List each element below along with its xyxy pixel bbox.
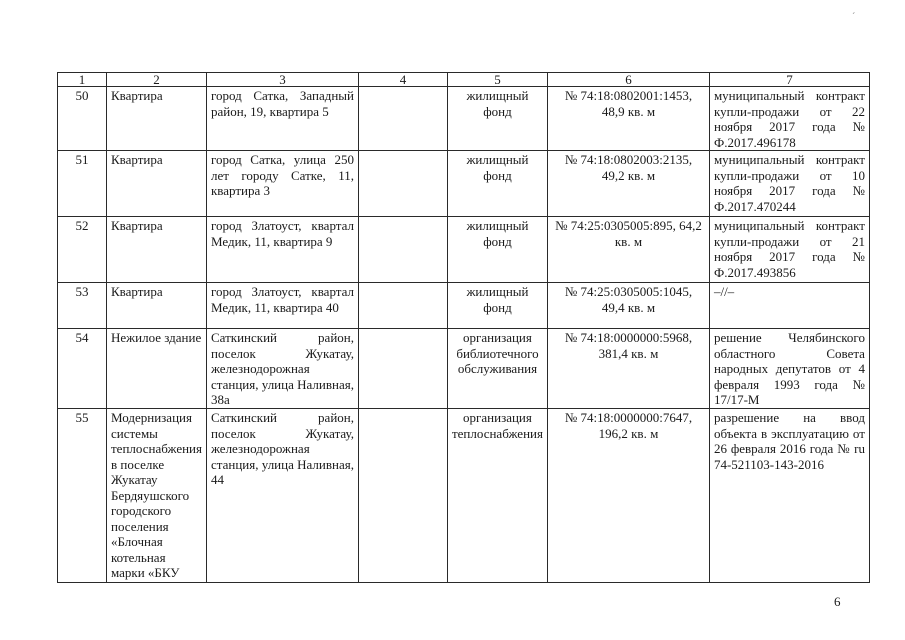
cadastral-number: № 74:18:0000000:7647, 196,2 кв. м (547, 409, 709, 583)
object-purpose: жилищный фонд (447, 87, 547, 151)
table-row (58, 283, 870, 329)
object-address: Саткинский район, поселок Жукатау, железнодорожная станция, улица Наливная, 44 (206, 409, 358, 583)
object-purpose: организация библиотечного обслуживания (447, 329, 547, 409)
property-register-table (57, 72, 870, 583)
column-4-cell (358, 217, 447, 283)
object-name: Квартира (107, 151, 207, 217)
column-number-2: 2 (107, 73, 207, 87)
ownership-basis: муниципальный контракт купли-продажи от 22 ноября 2017 года № Ф.2017.496178 (709, 87, 869, 151)
column-4-cell (358, 283, 447, 329)
cadastral-number: № 74:25:0305005:895, 64,2 кв. м (547, 217, 709, 283)
row-number: 55 (58, 409, 107, 583)
row-number: 54 (58, 329, 107, 409)
object-address: город Златоуст, квартал Медик, 11, квартира 40 (206, 283, 358, 329)
cadastral-number: № 74:25:0305005:1045, 49,4 кв. м (547, 283, 709, 329)
corner-mark: ´ (852, 12, 856, 23)
object-name: Нежилое здание (107, 329, 207, 409)
column-4-cell (358, 409, 447, 583)
column-4-cell (358, 151, 447, 217)
cadastral-number: № 74:18:0000000:5968, 381,4 кв. м (547, 329, 709, 409)
row-number: 52 (58, 217, 107, 283)
table-row (58, 151, 870, 217)
column-number-5: 5 (447, 73, 547, 87)
column-number-7: 7 (709, 73, 869, 87)
table-row (58, 87, 870, 151)
column-number-3: 3 (206, 73, 358, 87)
ownership-basis: муниципальный контракт купли-продажи от 10 ноября 2017 года № Ф.2017.470244 (709, 151, 869, 217)
object-name: Модернизация системы теплоснабжения в поселке Жукатау Бердяушского городского поселения «Блочная котельная марки «БКУ (107, 409, 207, 583)
column-number-1: 1 (58, 73, 107, 87)
row-number: 53 (58, 283, 107, 329)
column-4-cell (358, 87, 447, 151)
ownership-basis: разрешение на ввод объекта в эксплуатацию от 26 февраля 2016 года № ru 74-521103-143-2016 (709, 409, 869, 583)
object-name: Квартира (107, 283, 207, 329)
object-address: город Сатка, Западный район, 19, квартира 5 (206, 87, 358, 151)
ownership-basis: муниципальный контракт купли-продажи от 21 ноября 2017 года № Ф.2017.493856 (709, 217, 869, 283)
object-name: Квартира (107, 217, 207, 283)
table-row (58, 409, 870, 583)
cadastral-number: № 74:18:0802003:2135, 49,2 кв. м (547, 151, 709, 217)
table-row (58, 329, 870, 409)
object-address: город Златоуст, квартал Медик, 11, квартира 9 (206, 217, 358, 283)
object-address: Саткинский район, поселок Жукатау, железнодорожная станция, улица Наливная, 38а (206, 329, 358, 409)
object-purpose: жилищный фонд (447, 217, 547, 283)
ownership-basis: решение Челябинского областного Совета народных депутатов от 4 февраля 1993 года № 17/17-М (709, 329, 869, 409)
object-purpose: жилищный фонд (447, 283, 547, 329)
column-number-4: 4 (358, 73, 447, 87)
row-number: 51 (58, 151, 107, 217)
object-purpose: организация теплоснабжения (447, 409, 547, 583)
object-address: город Сатка, улица 250 лет городу Сатке, 11, квартира 3 (206, 151, 358, 217)
object-purpose: жилищный фонд (447, 151, 547, 217)
column-number-row (58, 73, 870, 87)
object-name: Квартира (107, 87, 207, 151)
table-row (58, 217, 870, 283)
page-number: 6 (834, 594, 841, 609)
cadastral-number: № 74:18:0802001:1453, 48,9 кв. м (547, 87, 709, 151)
row-number: 50 (58, 87, 107, 151)
column-4-cell (358, 329, 447, 409)
ownership-basis: –//– (709, 283, 869, 329)
column-number-6: 6 (547, 73, 709, 87)
